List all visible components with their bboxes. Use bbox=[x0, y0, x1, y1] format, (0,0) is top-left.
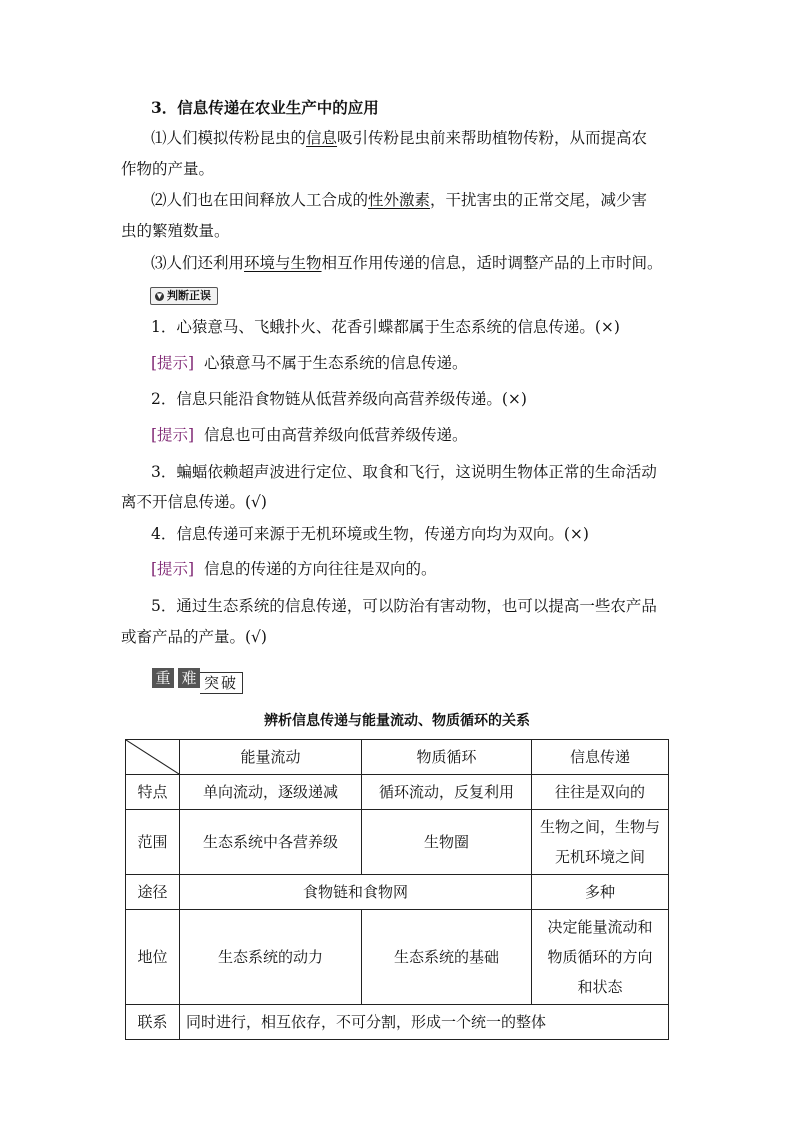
judge-item-3-cont: 离不开信息传递。(√) bbox=[121, 493, 267, 511]
table-cell: 生态系统的基础 bbox=[362, 910, 532, 1005]
judge-item-1: 1．心猿意马、飞蛾扑火、花香引蝶都属于生态系统的信息传递。(×) bbox=[151, 318, 620, 336]
hint-2: [提示] 信息也可由高营养级向低营养级传递。 bbox=[151, 426, 468, 444]
paragraph-1-cont: 作物的产量。 bbox=[121, 160, 215, 178]
hint-1: [提示] 心猿意马不属于生态系统的信息传递。 bbox=[151, 354, 468, 372]
table-cell: 往往是双向的 bbox=[532, 775, 669, 810]
table-header-row bbox=[126, 740, 669, 775]
paragraph-1: ⑴人们模拟传粉昆虫的信息吸引传粉昆虫前来帮助植物传粉，从而提高农 bbox=[151, 129, 648, 147]
col-header-energy: 能量流动 bbox=[180, 740, 362, 775]
chevron-down-icon: ▼ bbox=[156, 291, 163, 300]
table-cell: 同时进行，相互依存，不可分割，形成一个统一的整体 bbox=[180, 1005, 669, 1040]
row-label: 联系 bbox=[126, 1005, 180, 1040]
table-cell: 单向流动，逐级递减 bbox=[180, 775, 362, 810]
table-cell: 多种 bbox=[532, 875, 669, 910]
hint-label: [提示] bbox=[151, 426, 195, 444]
row-label: 地位 bbox=[126, 910, 180, 1005]
table-cell: 生物之间，生物与 无机环境之间 bbox=[532, 810, 669, 875]
paragraph-2-cont: 虫的繁殖数量。 bbox=[121, 222, 230, 240]
judge-item-3: 3．蝙蝠依赖超声波进行定位、取食和飞行，这说明生物体正常的生命活动 bbox=[151, 463, 657, 481]
table-cell: 生态系统中各营养级 bbox=[180, 810, 362, 875]
judge-badge: ▼ 判断正误 bbox=[150, 287, 218, 305]
judge-item-4: 4．信息传递可来源于无机环境或生物，传递方向均为双向。(×) bbox=[151, 525, 589, 543]
paragraph-2: ⑵人们也在田间释放人工合成的性外激素，干扰害虫的正常交尾，减少害 bbox=[151, 191, 648, 209]
diagonal-header-cell bbox=[126, 740, 180, 775]
breakthrough-heading: 重 难 突破 bbox=[152, 668, 262, 694]
table-row bbox=[126, 1005, 669, 1040]
col-header-info: 信息传递 bbox=[532, 740, 669, 775]
table-caption: 辨析信息传递与能量流动、物质循环的关系 bbox=[264, 713, 530, 729]
underlined-term-pheromone: 性外激素 bbox=[368, 191, 431, 209]
table-cell: 生态系统的动力 bbox=[180, 910, 362, 1005]
table-row bbox=[126, 775, 669, 810]
comparison-table bbox=[125, 739, 669, 1040]
table-row bbox=[126, 910, 669, 1005]
row-label: 范围 bbox=[126, 810, 180, 875]
paragraph-3: ⑶人们还利用环境与生物相互作用传递的信息，适时调整产品的上市时间。 bbox=[151, 254, 663, 272]
table-cell: 生物圈 bbox=[362, 810, 532, 875]
table-cell: 食物链和食物网 bbox=[180, 875, 532, 910]
judge-item-2: 2．信息只能沿食物链从低营养级向高营养级传递。(×) bbox=[151, 390, 527, 408]
judge-item-5-cont: 或畜产品的产量。(√) bbox=[121, 628, 267, 646]
row-label: 途径 bbox=[126, 875, 180, 910]
section-heading: 3．信息传递在农业生产中的应用 bbox=[151, 98, 379, 117]
hint-label: [提示] bbox=[151, 354, 195, 372]
table-cell: 循环流动，反复利用 bbox=[362, 775, 532, 810]
table-row bbox=[126, 810, 669, 875]
row-label: 特点 bbox=[126, 775, 180, 810]
table-cell: 决定能量流动和 物质循环的方向 和状态 bbox=[532, 910, 669, 1005]
col-header-matter: 物质循环 bbox=[362, 740, 532, 775]
underlined-term-info: 信息 bbox=[306, 129, 338, 147]
hint-label: [提示] bbox=[151, 560, 195, 578]
table-row bbox=[126, 875, 669, 910]
hint-4: [提示] 信息的传递的方向往往是双向的。 bbox=[151, 560, 437, 578]
underlined-term-environment: 环境与生物 bbox=[244, 254, 322, 272]
judge-item-5: 5．通过生态系统的信息传递，可以防治有害动物，也可以提高一些农产品 bbox=[151, 597, 657, 615]
